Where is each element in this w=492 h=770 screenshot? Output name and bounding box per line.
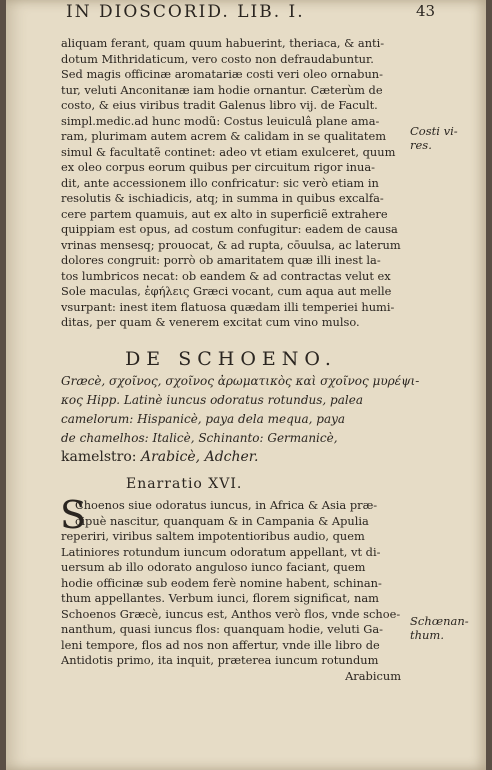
text-line: ditas, per quam & venerem excitat cum vino mulso. [61,315,360,329]
synonym-italic: Arabicè, Adcher. [140,449,259,465]
synonym-line: camelorum: Hispanicè, paya dela mequa, paya [61,412,346,426]
synonym-line: de chamelhos: Italicè, Schinanto: Germanicè, [61,431,338,445]
text-line: nanthum, quasi iuncus flos: quanquam hodie, veluti Ga- [61,622,383,636]
text-line: Antidotis primo, ita inquit, præterea iuncum rotundum [61,653,379,667]
text-line: reperiri, viribus saltem impotentioribus audio, quem [61,529,365,543]
text-line: resolutis & ischiadicis, atq; in summa in quibus excalfa- [61,191,384,205]
text-line: tur, veluti Anconitanæ iam hodie ornantur. Cæterùm de [61,82,383,97]
margin-note-schoenanthum [410,614,469,642]
catchword: Arabicum [345,668,401,683]
text-line: dolores congruit: porrò ob amaritatem quæ illi inest la- [61,253,381,267]
text-line: uersum ab illo odorato angulosо iunco faciant, quem [61,560,366,574]
synonym-line [61,448,406,467]
margin-note-costi [410,124,458,152]
text-line: Choenos siue odoratus iuncus, in Africa & Asia præ- [75,498,378,512]
synonym-plain: kamelstro: [61,449,141,465]
drop-capital: S [60,493,87,537]
text-line: aliquam ferant, quam quum habuerint, theriaca, & anti- [61,36,385,50]
text-line: costo, & eius viribus tradit Galenus libro vij. de Facult. [61,98,378,112]
synonyms-block [61,372,420,467]
text-line: Latiniores rotundum iuncum odoratum appellant, vt di- [61,544,381,559]
running-head: IN DIOSCORID. LIB. I. [66,2,305,22]
text-line: leni tempore, flos ad nos non affertur, vnde ille libro de [61,637,380,652]
text-line: dit, ante accessionem illo confricatur: sic verò etiam in [61,175,379,190]
text-line: Sed magis officinæ aromatariæ costi veri oleo ornabun- [61,67,383,81]
text-line: vsurpant: inest item flatuosa quædam illi temperiei humi- [61,299,395,314]
body-text-bottom [60,493,401,684]
margin-note-line: thum. [410,628,444,642]
synonym-line: κος Hipp. Latinè iuncus odoratus rotundus, palea [61,393,363,407]
text-line: simul & facultatẽ continet: adeo vt etiam exulceret, quum [61,144,396,159]
text-line: tos lumbricos necat: ob eandem & ad contractas velut ex [61,268,391,283]
text-line: thum appellantes. Verbum iunci, florem significat, nam [61,591,379,605]
text-line: vrinas mensesq; prouocat, & ad rupta, cōuulsa, ac laterum [61,237,401,252]
text-line: Schoenos Græcè, iuncus est, Anthos verò flos, vnde schoe- [61,606,401,621]
text-line: hodie officinæ sub eodem ferè nomine habent, schinan- [61,575,382,590]
margin-note-line: Costi vi- [410,124,458,138]
text-line: cere partem quamuis, aut ex alto in superficiẽ extrahere [61,206,388,221]
text-line: ram, plurimam autem acrem & calidam in se qualitatem [61,129,387,143]
text-line: simpl.medic.ad hunc modũ: Costus leuiculâ plane ama- [61,113,380,128]
text-line: dotum Mithridaticum, vero costo non defraudabuntur. [61,51,374,66]
page-number: 43 [416,2,436,20]
text-line: Sole maculas, ἐφήλεις Græci vocant, cum aqua aut melle [61,284,392,298]
text-line: quippiam est opus, ad costum confugitur: eadem de causa [61,222,398,236]
book-page [6,0,486,770]
margin-note-line: Schœnan- [410,614,469,628]
body-text-top [61,36,401,331]
text-line: ex oleo corpus eorum quibus per circuitum rigor inua- [61,160,375,174]
margin-note-line: res. [410,138,432,152]
enarratio-heading: Enarratio XVI. [126,476,243,492]
text-line: cipuè nascitur, quanquam & in Campania & Apulia [75,513,369,528]
synonym-line: Græcè, σχοῖνος, σχοῖνος ἀρωματικὸς καὶ σχοῖνος μυρέψι- [61,374,420,388]
section-title: DE SCHOENO. [125,348,337,370]
